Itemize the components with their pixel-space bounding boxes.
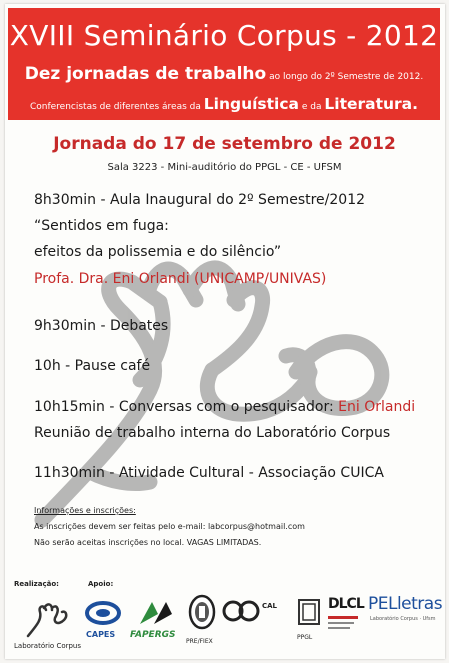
program-conversation xyxy=(34,399,415,415)
lecture-title-line2: efeitos da polissemia e do silêncio” xyxy=(34,244,282,260)
dlcl-logo xyxy=(328,596,362,648)
program-opening-lecture: 8h30min - Aula Inaugural do 2º Semestre/2012 xyxy=(34,192,366,208)
program-internal-meeting: Reunião de trabalho interna do Laboratório Corpus xyxy=(34,425,391,441)
dlcl-subtext-line xyxy=(328,622,354,624)
fapergs-icon xyxy=(138,600,174,626)
apoio-label: Apoio: xyxy=(88,580,114,588)
prefiex-label: PRE/FIEX xyxy=(186,638,213,645)
program-coffee-break: 10h - Pause café xyxy=(34,358,151,374)
conversation-speaker: Eni Orlandi xyxy=(338,399,416,415)
lab-corpus-icon xyxy=(22,596,72,640)
ppgl-label: PPGL xyxy=(297,634,313,641)
lecture-speaker: Profa. Dra. Eni Orlandi (UNICAMP/UNIVAS) xyxy=(34,271,327,287)
info-no-onsite-line: Não serão aceitas inscrições no local. VAGAS LIMITADAS. xyxy=(34,538,262,547)
prefiex-logo xyxy=(188,594,218,652)
program-cultural-activity: 11h30min - Atividade Cultural - Associação CUICA xyxy=(34,465,384,481)
cal-label: CAL xyxy=(262,602,278,610)
banner-speakers-conj: e da xyxy=(299,102,325,112)
dlcl-label: DLCL xyxy=(328,596,364,612)
capes-icon xyxy=(84,600,122,626)
cal-icon xyxy=(222,600,260,622)
info-email-line: As inscrições devem ser feitas pelo e-mail: labcorpus@hotmail.com xyxy=(34,522,305,531)
footer-logos xyxy=(14,580,443,656)
fapergs-logo xyxy=(130,600,184,650)
pelletras-subtitle: Laboratório Corpus · Ufsm xyxy=(370,616,436,622)
ufsm-seal-icon xyxy=(188,594,216,630)
program-debates: 9h30min - Debates xyxy=(34,318,169,334)
ppgl-icon xyxy=(297,598,321,626)
venue-line: Sala 3223 - Mini-auditório do PPGL - CE - UFSM xyxy=(107,162,342,173)
cal-logo xyxy=(222,600,286,640)
capes-logo xyxy=(84,600,126,650)
banner-subtitle-main: Dez jornadas de trabalho xyxy=(24,64,267,84)
capes-label: CAPES xyxy=(86,630,116,639)
banner-area-literatura: Literatura. xyxy=(324,95,419,113)
dlcl-subtext-line xyxy=(328,627,350,629)
realizacao-label: Realização: xyxy=(14,580,59,588)
pelletras-logo xyxy=(368,594,443,634)
banner-speakers-text: Conferencistas de diferentes áreas da xyxy=(29,102,204,112)
banner-subtitle-detail: ao longo do 2º Semestre de 2012. xyxy=(266,72,424,82)
conversation-label: 10h15min - Conversas com o pesquisador: xyxy=(34,399,339,415)
jornada-heading: Jornada do 17 de setembro de 2012 xyxy=(53,134,396,154)
fapergs-label: FAPERGS xyxy=(130,630,176,640)
lab-corpus-logo xyxy=(14,594,82,654)
pelletras-label: PELletras xyxy=(368,594,443,614)
lab-corpus-label: Laboratório Corpus xyxy=(14,642,82,650)
seminar-title: XVIII Seminário Corpus - 2012 xyxy=(9,19,439,52)
ppgl-logo xyxy=(294,598,324,648)
lecture-title-line1: “Sentidos em fuga: xyxy=(34,218,169,234)
info-title: Informações e inscrições: xyxy=(34,506,136,515)
dlcl-underline xyxy=(328,616,358,619)
banner-area-linguistica: Linguística xyxy=(203,95,300,113)
